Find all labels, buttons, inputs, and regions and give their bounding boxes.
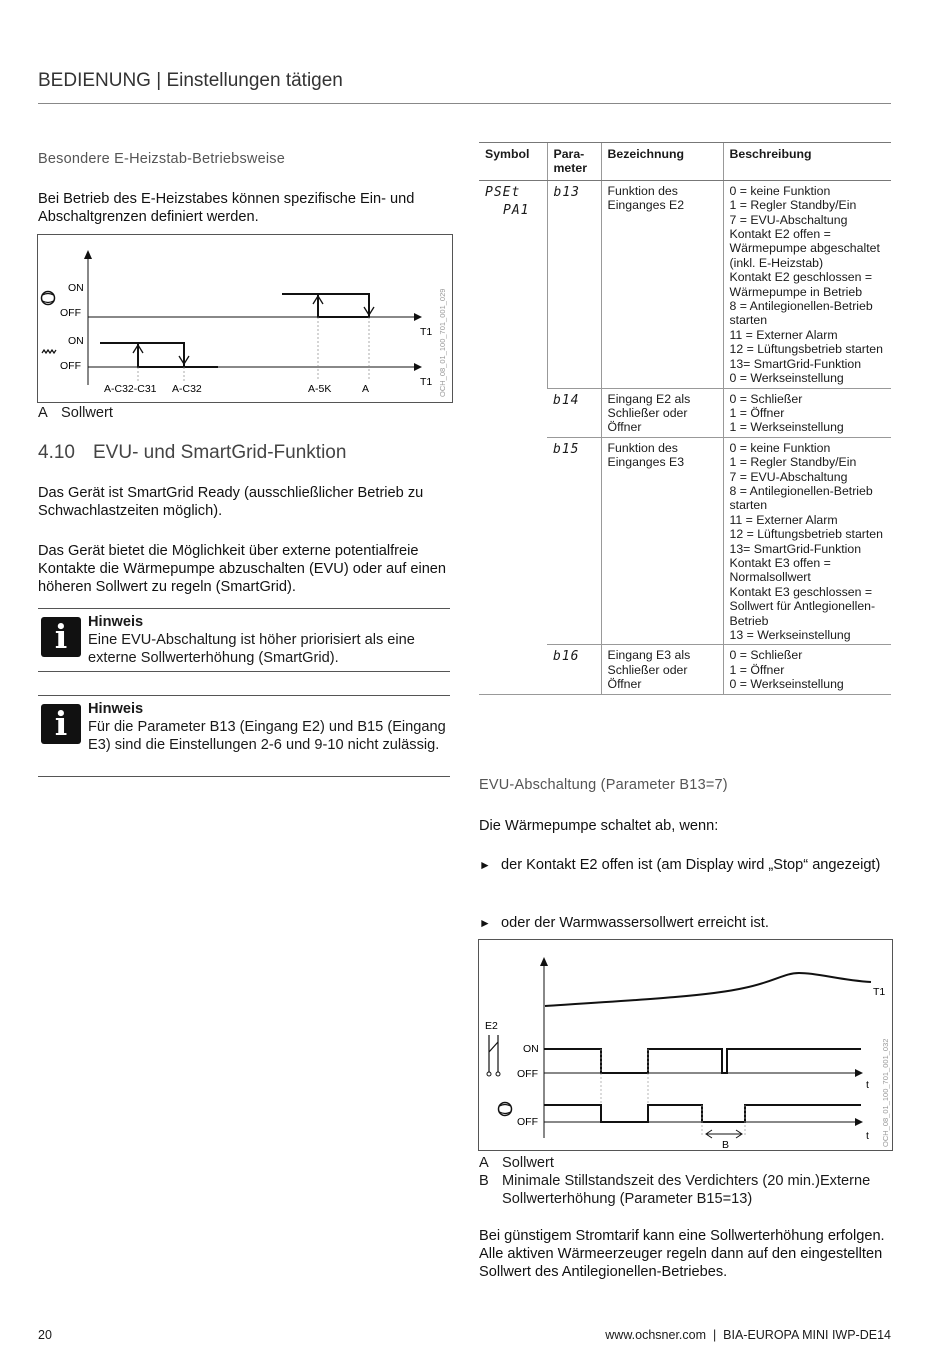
section-number: 4.10 — [38, 442, 75, 463]
param-cell: b16 — [547, 645, 601, 694]
header-beschreibung: Beschreibung — [723, 143, 891, 181]
label-on-1: ON — [68, 282, 84, 294]
bullet-arrow-icon: ► — [479, 858, 491, 872]
label-on-2: ON — [68, 335, 84, 347]
para-external-contacts: Das Gerät bietet die Möglichkeit über externe potentialfreie Kontakte die Wärmepumpe abzuschalten (EVU) oder auf einen höheren Sollwert zu regeln (SmartGrid). — [38, 543, 447, 595]
compressor-icon — [499, 1103, 512, 1116]
label-off-1: OFF — [517, 1068, 538, 1080]
label-on: ON — [523, 1043, 539, 1055]
param-cell: b15 — [547, 437, 601, 645]
para-smartgrid-ready: Das Gerät ist SmartGrid Ready (ausschließlicher Betrieb zu Schwachlastzeiten möglich). — [38, 485, 424, 519]
info-icon: i — [41, 617, 81, 657]
table-row — [479, 180, 891, 388]
header-parameter: Para- meter — [547, 143, 601, 181]
label-off-1: OFF — [60, 307, 81, 319]
note-2-text: Für die Parameter B13 (Eingang E2) und B15 (Eingang E3) sind die Einstellungen 2-6 und 9-10 nicht zulässig. — [88, 719, 446, 753]
outro-text: Bei günstigem Stromtarif kann eine Sollwerterhöhung erfolgen. Alle aktiven Wärmeerzeuger regeln dann auf den eingestellten Sollwert des Antilegionellen-Betriebes. — [479, 1228, 885, 1280]
name-cell: Eingang E2 als Schließer oder Öffner — [601, 388, 723, 437]
label-off-2: OFF — [60, 360, 81, 372]
param-cell: b14 — [547, 388, 601, 437]
label-a-c32-c31: A-C32-C31 — [104, 383, 157, 395]
label-e2: E2 — [485, 1020, 498, 1032]
contact-switch-icon — [487, 1035, 500, 1076]
header-symbol: Symbol — [479, 143, 547, 181]
note-box-2 — [38, 695, 450, 777]
label-t-2: t — [866, 1130, 869, 1142]
section-heading — [38, 442, 346, 464]
heater-diagram — [37, 234, 453, 403]
table-header-row — [479, 143, 891, 181]
symbol-cell: PSEt PA1 — [479, 180, 547, 694]
label-t1-lower: T1 — [420, 376, 433, 388]
footer-info: www.ochsner.com | BIA-EUROPA MINI IWP-DE14 — [605, 1328, 891, 1342]
name-cell: Eingang E3 als Schließer oder Öffner — [601, 645, 723, 694]
compressor-icon — [42, 292, 55, 305]
section-title: EVU- und SmartGrid-Funktion — [93, 442, 347, 463]
caption-a-right: A Sollwert — [479, 1155, 554, 1171]
note-2-title: Hinweis — [88, 701, 144, 717]
label-t1: T1 — [873, 986, 886, 998]
caption-a-left: A Sollwert — [38, 405, 113, 421]
label-off-2: OFF — [517, 1116, 538, 1128]
parameter-table — [479, 142, 891, 695]
page-header-title: BEDIENUNG | Einstellungen tätigen — [38, 70, 343, 91]
bullet-1: ► der Kontakt E2 offen ist (am Display wird „Stop“ angezeigt) — [479, 857, 881, 873]
label-a: A — [362, 383, 370, 395]
caption-b-right: B Minimale Stillstandszeit des Verdichters (20 min.)Externe Sollwerterhöhung (Parameter B15=13) — [479, 1173, 871, 1207]
page-number: 20 — [38, 1328, 52, 1342]
header-bezeichnung: Bezeichnung — [601, 143, 723, 181]
evu-diagram — [478, 939, 893, 1151]
lead-text: Die Wärmepumpe schaltet ab, wenn: — [479, 818, 719, 834]
bullet-2: ► oder der Warmwassersollwert erreicht ist. — [479, 915, 769, 931]
info-icon: i — [41, 704, 81, 744]
param-cell: b13 — [547, 180, 601, 388]
bullet-arrow-icon: ► — [479, 916, 491, 930]
subheading-heater: Besondere E-Heizstab-Betriebsweise — [38, 151, 285, 167]
figure-code: OCH_08_01_100_701_001_029 — [438, 288, 447, 397]
desc-cell: 0 = keine Funktion 1 = Regler Standby/Ein 7 = EVU-Abschaltung Kontakt E2 offen = Wärmepumpe abgeschaltet (inkl. E-Heizstab) Kontakt E2 geschlossen = Wärmepumpe in Betrieb 8 = Antilegionellen-Betrieb starten 11 = Externer Alarm 12 = Lüftungsbetrieb starten 13= SmartGrid-Funktion 0 = Werkseinstellung — [723, 180, 891, 388]
desc-cell: 0 = Schließer 1 = Öffner 0 = Werkseinstellung — [723, 645, 891, 694]
label-b: B — [722, 1139, 730, 1150]
label-t1-upper: T1 — [420, 326, 433, 338]
intro-text: Bei Betrieb des E-Heizstabes können spezifische Ein- und Abschaltgrenzen definiert werden. — [38, 191, 415, 225]
name-cell: Funktion des Einganges E2 — [601, 180, 723, 388]
desc-cell: 0 = keine Funktion 1 = Regler Standby/Ein 7 = EVU-Abschaltung 8 = Antilegionellen-Betrieb starten 11 = Externer Alarm 12 = Lüftungsbetrieb starten 13= SmartGrid-Funktion Kontakt E3 offen = Normalsollwert Kontakt E3 geschlossen = Sollwert für Antlegionellen-Betrieb 13 = Werkseinstellung — [723, 437, 891, 645]
label-a-5k: A-5K — [308, 383, 332, 395]
heater-icon — [42, 350, 56, 353]
header-divider — [38, 103, 891, 104]
label-t-1: t — [866, 1079, 869, 1091]
note-1-text: Eine EVU-Abschaltung ist höher priorisiert als eine externe Sollwerterhöhung (SmartGrid). — [88, 632, 415, 666]
note-1-title: Hinweis — [88, 614, 144, 630]
label-a-c32: A-C32 — [172, 383, 202, 395]
name-cell: Funktion des Einganges E3 — [601, 437, 723, 645]
note-box-1 — [38, 608, 450, 672]
subheading-evu: EVU-Abschaltung (Parameter B13=7) — [479, 777, 728, 793]
figure-code: OCH_08_01_100_701_001_032 — [881, 1038, 890, 1147]
desc-cell: 0 = Schließer 1 = Öffner 1 = Werkseinstellung — [723, 388, 891, 437]
